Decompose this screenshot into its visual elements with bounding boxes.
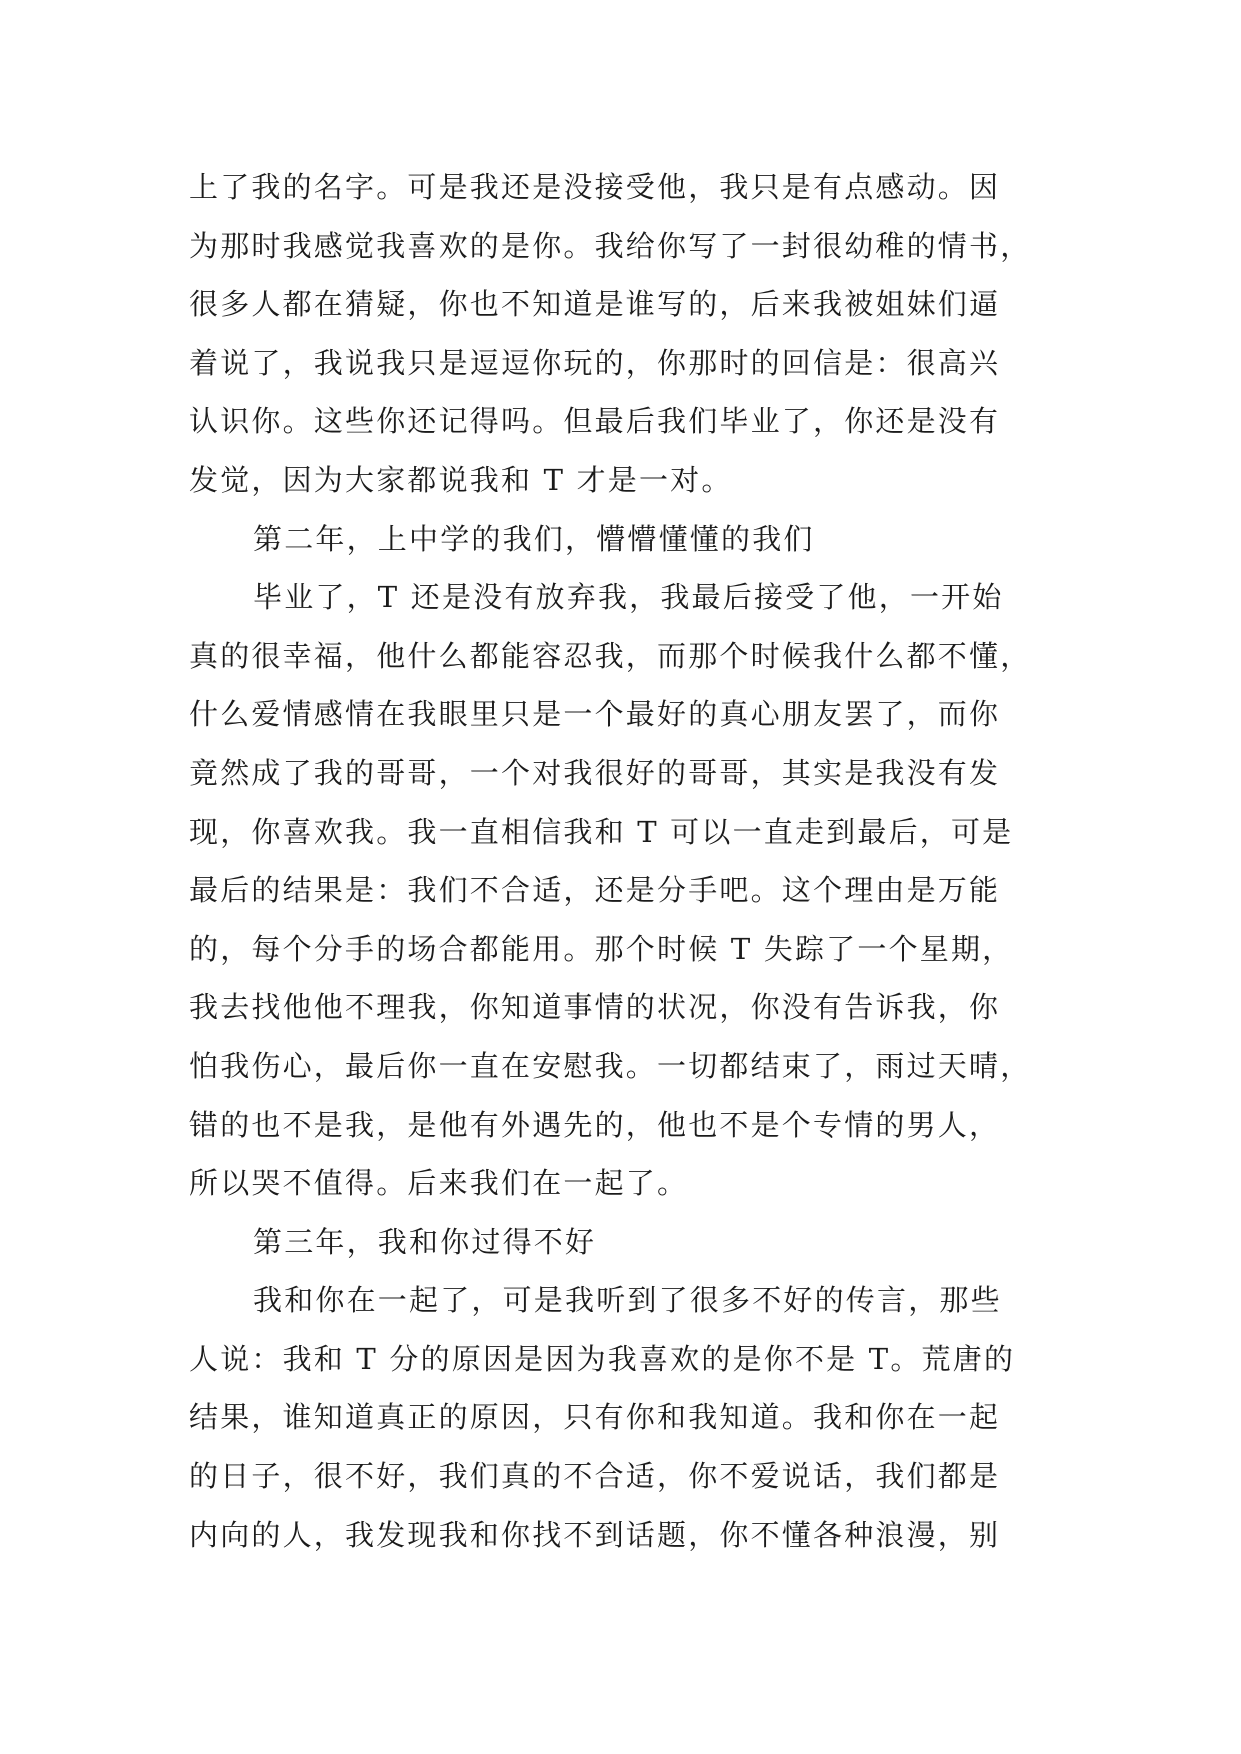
text-line: 的日子，很不好，我们真的不合适，你不爱说话，我们都是 <box>189 1459 1001 1494</box>
text-line: 真的很幸福，他什么都能容忍我，而那个时候我什么都不懂， <box>189 638 1032 673</box>
text-line: 为那时我感觉我喜欢的是你。我给你写了一封很幼稚的情书， <box>189 228 1032 263</box>
paragraph-start-line: 第二年，上中学的我们，懵懵懂懂的我们 <box>253 521 815 556</box>
paragraph-start-line: 我和你在一起了，可是我听到了很多不好的传言，那些 <box>253 1283 1002 1318</box>
text-line: 上了我的名字。可是我还是没接受他，我只是有点感动。因 <box>189 170 1001 204</box>
text-line: 怕我伤心，最后你一直在安慰我。一切都结束了，雨过天晴， <box>189 1048 1032 1083</box>
text-line: 内向的人，我发现我和你找不到话题，你不懂各种浪漫，别 <box>189 1517 1001 1552</box>
text-line: 很多人都在猜疑，你也不知道是谁写的，后来我被姐妹们逼 <box>189 287 1001 322</box>
text-line: 认识你。这些你还记得吗。但最后我们毕业了，你还是没有 <box>189 404 1001 439</box>
text-line: 的，每个分手的场合都能用。那个时候 T 失踪了一个星期， <box>189 931 1014 966</box>
text-line: 发觉，因为大家都说我和 T 才是一对。 <box>189 462 733 497</box>
text-line: 着说了，我说我只是逗逗你玩的，你那时的回信是：很高兴 <box>189 345 1001 380</box>
text-line: 最后的结果是：我们不合适，还是分手吧。这个理由是万能 <box>189 873 1001 908</box>
text-line: 所以哭不值得。后来我们在一起了。 <box>189 1166 689 1201</box>
text-line: 错的也不是我，是他有外遇先的，他也不是个专情的男人， <box>189 1107 1001 1142</box>
text-line: 结果，谁知道真正的原因，只有你和我知道。我和你在一起 <box>189 1400 1001 1435</box>
paragraph-start-line: 第三年，我和你过得不好 <box>253 1224 597 1259</box>
body-text <box>189 158 1089 1564</box>
text-line: 竟然成了我的哥哥，一个对我很好的哥哥，其实是我没有发 <box>189 755 1001 790</box>
paragraph-start-line: 毕业了，T 还是没有放弃我，我最后接受了他，一开始 <box>253 580 1004 615</box>
text-line: 人说：我和 T 分的原因是因为我喜欢的是你不是 T。荒唐的 <box>189 1341 1016 1376</box>
text-line: 我去找他他不理我，你知道事情的状况，你没有告诉我，你 <box>189 990 1001 1025</box>
text-line: 什么爱情感情在我眼里只是一个最好的真心朋友罢了，而你 <box>189 697 1001 732</box>
text-line: 现，你喜欢我。我一直相信我和 T 可以一直走到最后，可是 <box>189 814 1014 849</box>
